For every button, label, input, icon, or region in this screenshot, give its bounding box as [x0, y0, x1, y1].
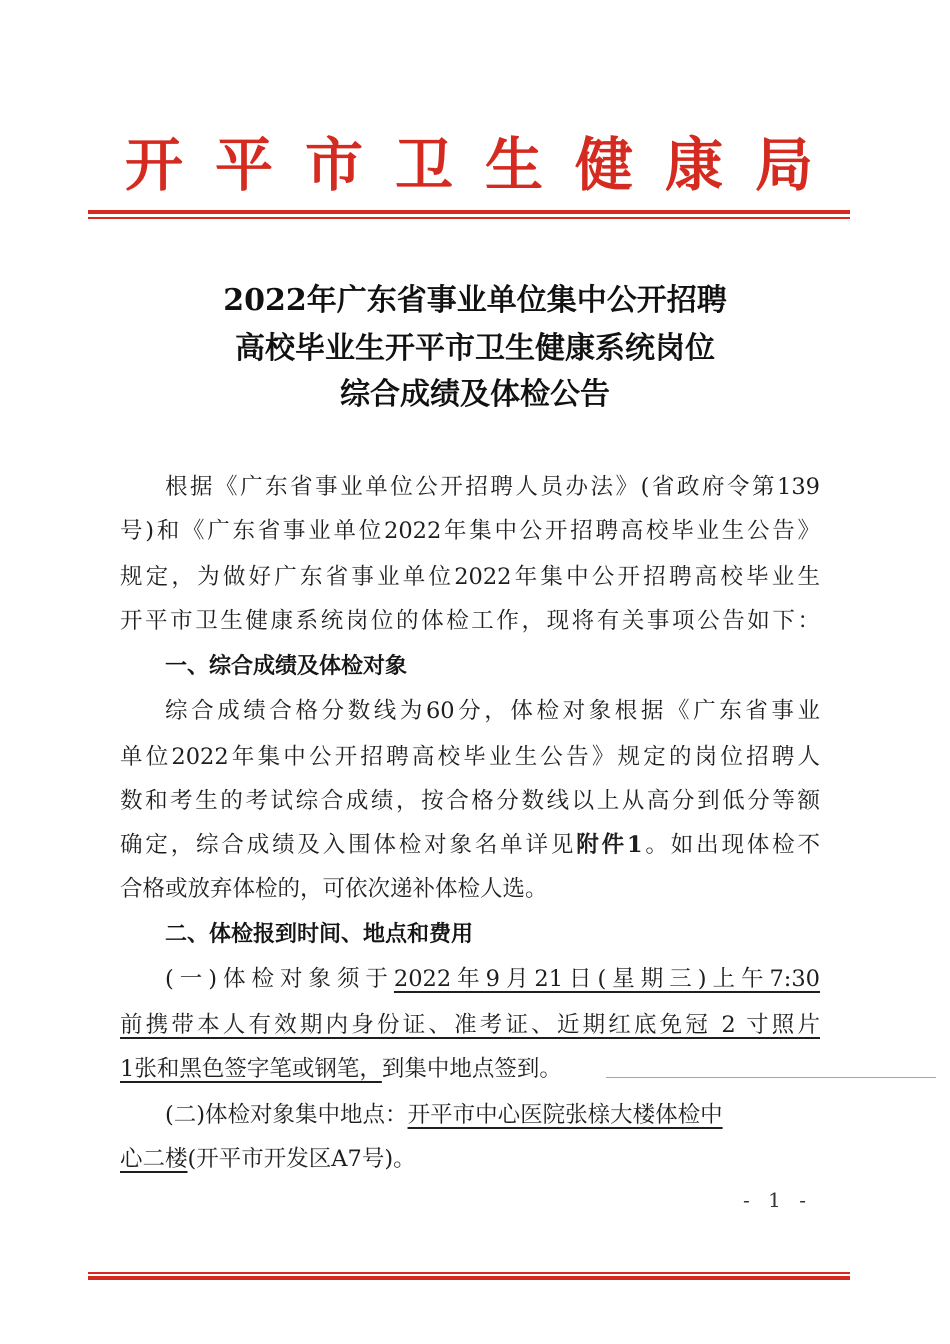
section-1-line-5: 合格或放弃体检的，可依次递补体检人选。 [120, 876, 548, 902]
letterhead-rule-thick [88, 210, 850, 214]
document-title-line-3: 综合成绩及体检公告 [340, 377, 610, 412]
footer-rule-thin [88, 1272, 850, 1274]
letterhead-rule-thin [88, 217, 850, 219]
section-1-heading: 一、综合成绩及体检对象 [165, 654, 408, 679]
attachment-1-reference: 附件1 [576, 832, 643, 858]
section-2-item-1-line-1 [165, 962, 820, 996]
section-1-line-4-tail: 。如出现体检不 [642, 832, 820, 858]
document-title-line-1: 2022年广东省事业单位集中公开招聘 [223, 283, 727, 318]
item-2-location-emphasis: 开平市中心医院张榇大楼体检中 [407, 1102, 723, 1128]
item-1-prefix: (一)体检对象须于 [165, 966, 394, 992]
section-1-line-1: 综合成绩合格分数线为60分，体检对象根据《广东省事业 [165, 698, 820, 724]
section-1-line-4 [120, 828, 820, 862]
item-1-materials-emphasis: 1张和黑色签字笔或钢笔， [120, 1056, 382, 1082]
footer-rule-thick [88, 1276, 850, 1280]
document-title-line-2: 高校毕业生开平市卫生健康系统岗位 [235, 331, 715, 366]
agency-letterhead: 开平市卫生健康局 [124, 131, 845, 199]
section-2-item-1-line-2: 前携带本人有效期内身份证、准考证、近期红底免冠 2 寸照片 [120, 1012, 820, 1038]
section-2-item-2-line-1 [165, 1098, 723, 1132]
item-2-prefix: (二)体检对象集中地点： [165, 1102, 408, 1128]
item-2-location-emphasis-cont: 心二楼 [120, 1146, 188, 1172]
item-1-suffix: 到集中地点签到。 [381, 1056, 562, 1082]
section-1-line-2: 单位2022年集中公开招聘高校毕业生公告》规定的岗位招聘人 [120, 744, 820, 770]
section-2-item-2-line-2 [120, 1142, 416, 1176]
item-2-suffix: (开平市开发区A7号)。 [187, 1146, 416, 1172]
section-2-heading: 二、体检报到时间、地点和费用 [165, 922, 474, 947]
section-1-line-3: 数和考生的考试综合成绩，按合格分数线以上从高分到低分等额 [120, 788, 820, 814]
stray-annotation-line [606, 1077, 936, 1078]
section-1-line-4-text: 确定，综合成绩及入围体检对象名单详见 [120, 832, 577, 858]
section-2-item-1-line-3 [120, 1052, 562, 1086]
intro-line-4: 开平市卫生健康系统岗位的体检工作，现将有关事项公告如下： [120, 608, 820, 634]
intro-line-2: 号)和《广东省事业单位2022年集中公开招聘高校毕业生公告》 [120, 518, 820, 544]
intro-line-3: 规定，为做好广东省事业单位2022年集中公开招聘高校毕业生 [120, 564, 820, 590]
intro-line-1: 根据《广东省事业单位公开招聘人员办法》(省政府令第139 [165, 474, 820, 500]
page-number: - 1 - [743, 1188, 812, 1212]
item-1-date-emphasis: 2022年9月21日(星期三)上午7:30 [393, 966, 820, 992]
